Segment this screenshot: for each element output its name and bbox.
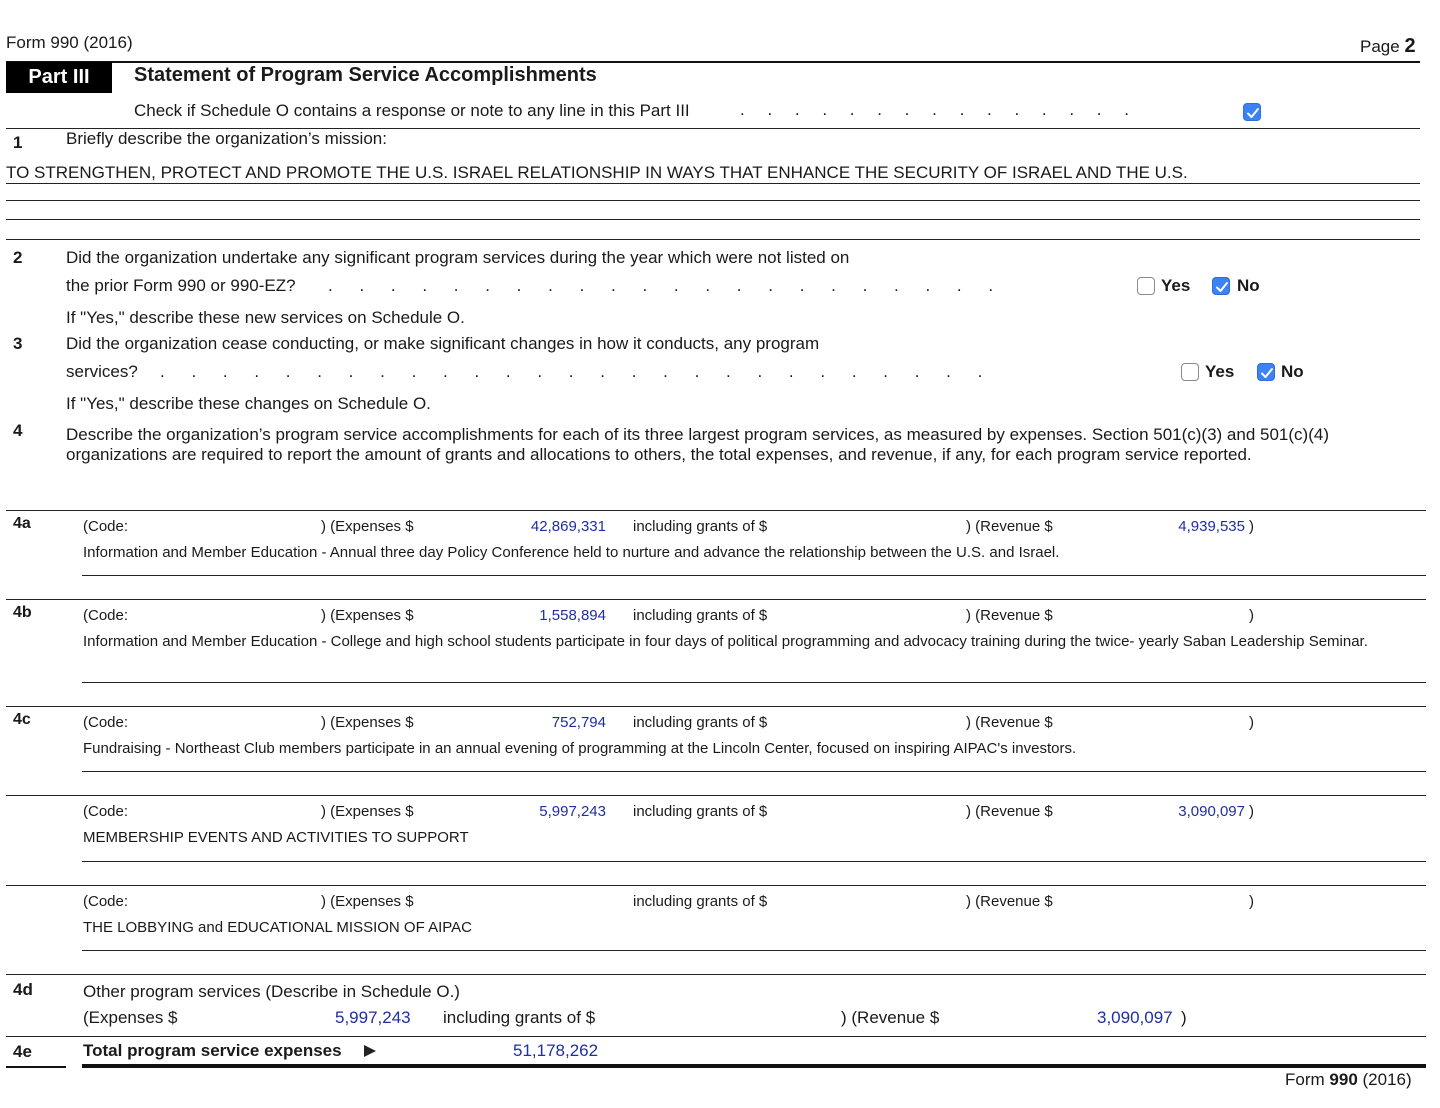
program-bottom-rule: [82, 575, 1426, 576]
line-3-note: If "Yes," describe these changes on Schedule O.: [66, 394, 431, 413]
page-number-value: 2: [1404, 35, 1416, 57]
program-close-paren: ): [1249, 607, 1254, 624]
program-expenses-label: ) (Expenses $: [321, 803, 414, 820]
program-revenue-value: 4,939,535: [1178, 518, 1245, 535]
program-top-rule: [6, 795, 1426, 796]
part-title: Statement of Program Service Accomplishments: [134, 64, 597, 86]
line-4d-revenue-label: ) (Revenue $: [841, 1008, 940, 1027]
program-grants-label: including grants of $: [633, 803, 768, 820]
program-revenue-label: ) (Revenue $: [966, 518, 1053, 535]
program-description: Fundraising - Northeast Club members participate in an annual evening of programming at the Lincoln Center, focused on inspiring AIPAC's investors.: [83, 740, 1077, 757]
line-3-question-2: services?: [66, 362, 138, 381]
mission-rule-4: [6, 239, 1420, 240]
line-2-question-1: Did the organization undertake any significant program services during the year which were not listed on: [66, 248, 850, 267]
footer-form: [1285, 1070, 1412, 1090]
line-3-question-1: Did the organization cease conducting, or make significant changes in how it conducts, any program: [66, 334, 820, 353]
line-2-note: If "Yes," describe these new services on Schedule O.: [66, 308, 465, 327]
program-grants-label: including grants of $: [633, 518, 768, 535]
mission-rule-1: [6, 183, 1420, 184]
program-description: Information and Member Education - Annual three day Policy Conference held to nurture and advance the relationship between the U.S. and Israel.: [83, 544, 1060, 561]
program-close-paren: ): [1249, 518, 1254, 535]
program-revenue-value: 3,090,097: [1178, 803, 1245, 820]
line-4d-grants-label: including grants of $: [443, 1008, 596, 1027]
line-3-no-checkbox[interactable]: [1257, 363, 1275, 381]
program-close-paren: ): [1249, 803, 1254, 820]
line-4e-number: 4e: [13, 1042, 32, 1061]
program-description: MEMBERSHIP EVENTS AND ACTIVITIES TO SUPPORT: [83, 829, 469, 846]
program-revenue-label: ) (Revenue $: [966, 714, 1053, 731]
program-top-rule: [6, 885, 1426, 886]
line-2-yes-label: Yes: [1161, 276, 1191, 295]
program-expenses-value: 42,869,331: [530, 518, 606, 535]
program-top-rule: [6, 599, 1426, 600]
line-2-number: 2: [13, 248, 23, 267]
program-top-rule: [6, 510, 1426, 511]
form-title: Form 990 (2016): [6, 33, 133, 52]
part-label: Part III: [6, 62, 112, 93]
line-4d-revenue-value: 3,090,097: [1097, 1008, 1173, 1027]
program-number: 4b: [13, 604, 32, 621]
program-bottom-rule: [82, 682, 1426, 683]
checkmark-icon: [1215, 280, 1229, 294]
footer-year: (2016): [1362, 1070, 1412, 1089]
line-4d-text: Other program services (Describe in Schedule O.): [83, 982, 460, 1001]
line-4e-label: Total program service expenses: [83, 1041, 342, 1060]
program-code-label: (Code:: [83, 714, 129, 731]
program-code-label: (Code:: [83, 607, 129, 624]
line-2-no-checkbox[interactable]: [1212, 277, 1230, 295]
line-2-dots: . . . . . . . . . . . . . . . . . . . . . .: [328, 276, 994, 295]
line-4d-expenses-label: (Expenses $: [83, 1008, 178, 1027]
mission-text: TO STRENGTHEN, PROTECT AND PROMOTE THE U.S. ISRAEL RELATIONSHIP IN WAYS THAT ENHANCE THE SECURITY OF ISRAEL AND THE U.S.: [6, 163, 1188, 182]
program-number: 4a: [13, 515, 31, 532]
program-description: THE LOBBYING and EDUCATIONAL MISSION OF AIPAC: [83, 919, 472, 936]
program-close-paren: ): [1249, 714, 1254, 731]
program-description: Information and Member Education - College and high school students participate in four days of political programming and advocacy training during the twice- yearly Saban Leadership Seminar.: [83, 633, 1368, 650]
program-grants-label: including grants of $: [633, 607, 768, 624]
program-number: 4c: [13, 711, 31, 728]
program-grants-label: including grants of $: [633, 714, 768, 731]
program-expenses-value: 1,558,894: [539, 607, 606, 624]
line-1-number: 1: [13, 133, 23, 152]
line-1-question: Briefly describe the organization’s mission:: [66, 129, 387, 148]
line-2-no-label: No: [1237, 276, 1260, 295]
line-4d-bottom-rule: [6, 1036, 1426, 1037]
program-top-rule: [6, 706, 1426, 707]
program-revenue-label: ) (Revenue $: [966, 803, 1053, 820]
program-revenue-label: ) (Revenue $: [966, 607, 1053, 624]
mission-rule-3: [6, 219, 1420, 220]
line-4d-expenses-value: 5,997,243: [335, 1008, 411, 1027]
program-code-label: (Code:: [83, 518, 129, 535]
line-4d-top-rule: [6, 974, 1426, 975]
line-4e-under-num: [6, 1066, 66, 1068]
arrow-right-icon: [363, 1044, 377, 1058]
footer-prefix: Form: [1285, 1070, 1325, 1089]
program-expenses-value: 752,794: [551, 714, 606, 731]
line-2-question-2: the prior Form 990 or 990-EZ?: [66, 276, 296, 295]
footer-rule: [82, 1064, 1426, 1068]
program-bottom-rule: [82, 861, 1426, 862]
program-bottom-rule: [82, 771, 1426, 772]
page-prefix: Page: [1360, 37, 1400, 56]
line-4-text: Describe the organization’s program service accomplishments for each of its three largest program services, as measured by expenses. Section 501(c)(3) and 501(c)(4) organizations are required to report the amount of grants and allocations to others, the total expenses, and revenue, if any, for each program service reported.: [66, 425, 1329, 464]
line-4d-close: ): [1181, 1008, 1187, 1027]
program-expenses-label: ) (Expenses $: [321, 518, 414, 535]
line-4-number: 4: [13, 421, 23, 440]
schedule-o-dots: . . . . . . . . . . . . . . .: [740, 100, 1129, 119]
checkmark-icon: [1260, 366, 1274, 380]
line-2-yes-checkbox[interactable]: [1137, 277, 1155, 295]
header-rule: [6, 61, 1420, 63]
schedule-o-checkbox[interactable]: [1243, 103, 1261, 121]
line-4d-number: 4d: [13, 980, 33, 999]
line-3-no-label: No: [1281, 362, 1304, 381]
program-expenses-label: ) (Expenses $: [321, 893, 414, 910]
mission-rule-2: [6, 200, 1420, 201]
program-bottom-rule: [82, 950, 1426, 951]
program-grants-label: including grants of $: [633, 893, 768, 910]
line-3-dots: . . . . . . . . . . . . . . . . . . . . . . . . . . .: [160, 362, 983, 381]
footer-form-number: 990: [1329, 1070, 1358, 1089]
program-expenses-label: ) (Expenses $: [321, 714, 414, 731]
program-close-paren: ): [1249, 893, 1254, 910]
line-3-yes-checkbox[interactable]: [1181, 363, 1199, 381]
program-revenue-label: ) (Revenue $: [966, 893, 1053, 910]
program-expenses-value: 5,997,243: [539, 803, 606, 820]
line-3-yes-label: Yes: [1205, 362, 1235, 381]
checkmark-icon: [1246, 106, 1260, 120]
program-expenses-label: ) (Expenses $: [321, 607, 414, 624]
page-number: [1360, 35, 1416, 58]
schedule-o-text: Check if Schedule O contains a response or note to any line in this Part III: [134, 101, 690, 120]
program-code-label: (Code:: [83, 803, 129, 820]
program-code-label: (Code:: [83, 893, 129, 910]
line-4e-total: 51,178,262: [513, 1041, 599, 1060]
line-3-number: 3: [13, 334, 23, 353]
